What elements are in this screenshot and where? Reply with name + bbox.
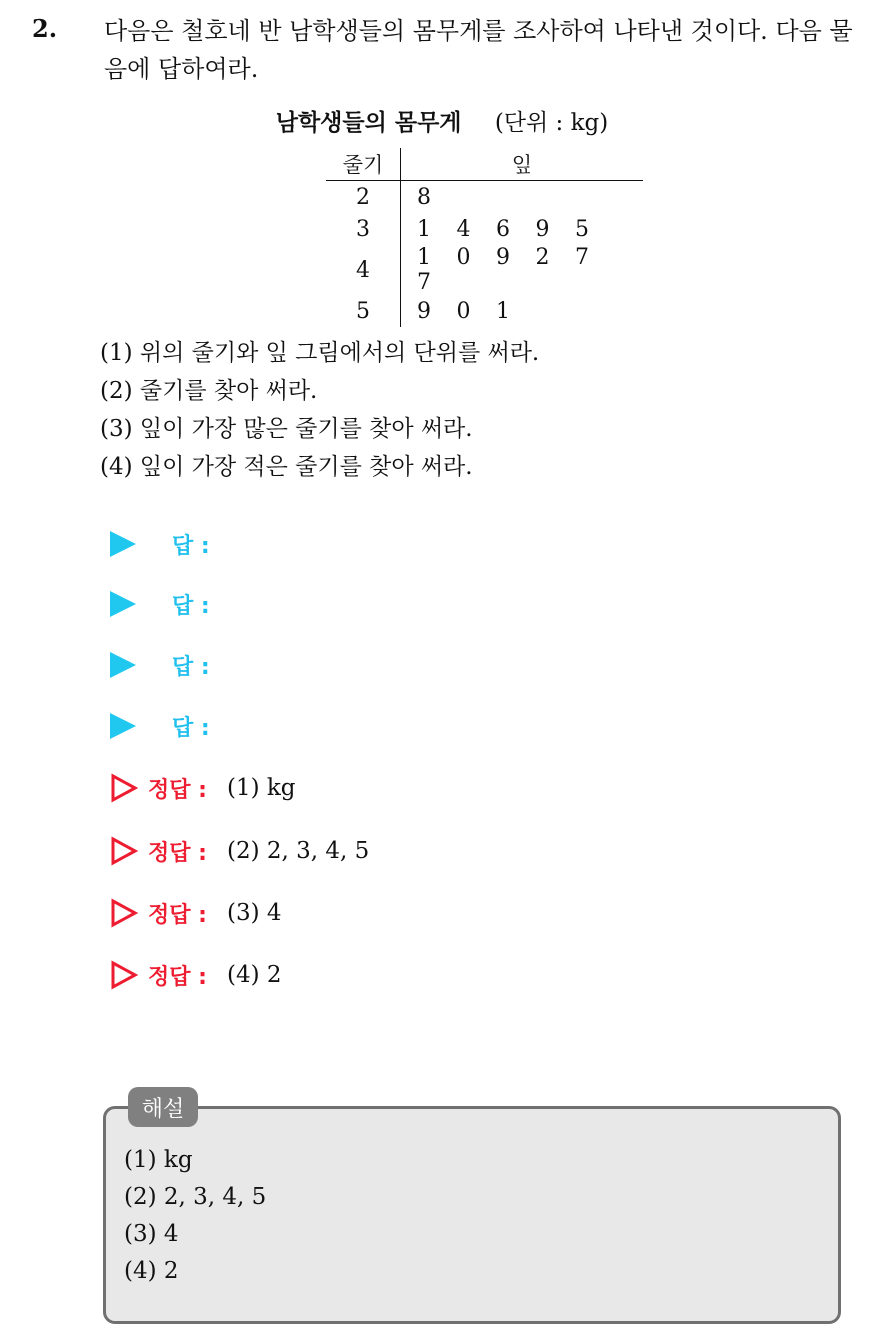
correct-value: (3) 4: [226, 900, 282, 926]
stem-cell: 4: [326, 245, 401, 295]
leaf-value: 9: [496, 245, 510, 270]
stem-header: 줄기: [326, 148, 401, 181]
stem-cell: 3: [326, 213, 401, 245]
subquestion-2: (2) 줄기를 찾아 써라.: [100, 378, 318, 404]
leaf-value: 2: [535, 245, 550, 270]
play-arrow-icon: [110, 531, 136, 557]
solution-line-4: (4) 2: [124, 1258, 179, 1284]
leaf-cell: [401, 245, 644, 295]
correct-label: 정답 :: [148, 777, 207, 803]
answer-label: 답 :: [172, 715, 210, 741]
leaf-value: 4: [456, 216, 471, 242]
leaf-value: 1: [417, 216, 431, 242]
answer-label: 답 :: [172, 593, 210, 619]
answer-label: 답 :: [172, 654, 210, 680]
table-unit: (단위 : kg): [494, 110, 609, 136]
subquestion-1: (1) 위의 줄기와 잎 그림에서의 단위를 써라.: [100, 340, 540, 366]
question-text: 다음은 철호네 반 남학생들의 몸무게를 조사하여 나타낸 것이다. 다음 물음에 답하여라.: [104, 17, 853, 83]
table-row: [326, 295, 643, 327]
answer-row-3[interactable]: [110, 645, 210, 685]
play-arrow-icon: [110, 591, 136, 617]
correct-label: 정답 :: [148, 964, 207, 990]
solution-line-3: (3) 4: [124, 1221, 179, 1247]
leaf-value: 8: [417, 184, 431, 210]
question-number: 2.: [32, 14, 58, 43]
subquestion-4: (4) 잎이 가장 적은 줄기를 찾아 써라.: [100, 454, 473, 480]
solution-line-1: (1) kg: [124, 1147, 193, 1173]
leaf-cell: [401, 295, 644, 327]
subquestion-3: (3) 잎이 가장 많은 줄기를 찾아 써라.: [100, 416, 473, 442]
leaf-value: 0: [456, 245, 471, 270]
correct-value: (2) 2, 3, 4, 5: [226, 838, 370, 864]
leaf-value: 6: [496, 216, 510, 242]
solution-line-2: (2) 2, 3, 4, 5: [124, 1184, 267, 1210]
correct-label: 정답 :: [148, 902, 207, 928]
leaf-value: 9: [535, 216, 550, 242]
answer-label: 답 :: [172, 533, 210, 559]
play-arrow-icon: [110, 713, 136, 739]
outline-triangle-icon: [110, 898, 138, 928]
table-title: 남학생들의 몸무게: [275, 109, 462, 136]
solution-tag: 해설: [128, 1087, 198, 1127]
leaf-value: 9: [417, 298, 431, 324]
correct-value: (1) kg: [226, 775, 296, 801]
outline-triangle-icon: [110, 773, 138, 803]
leaf-value: 5: [575, 216, 589, 242]
outline-triangle-icon: [110, 960, 138, 990]
correct-answer-3: [110, 893, 282, 933]
correct-answer-2: [110, 831, 369, 871]
outline-triangle-icon: [110, 836, 138, 866]
correct-value: (4) 2: [226, 962, 282, 988]
play-arrow-icon: [110, 652, 136, 678]
answer-row-1[interactable]: [110, 524, 210, 564]
stem-leaf-table: [326, 148, 643, 327]
leaf-cell: [401, 181, 644, 214]
table-caption: [0, 104, 884, 137]
table-row: [326, 213, 643, 245]
leaf-value: 1: [496, 298, 510, 324]
correct-answer-1: [110, 768, 296, 808]
stem-cell: 2: [326, 181, 401, 214]
answer-row-4[interactable]: [110, 706, 210, 746]
table-row: [326, 245, 643, 295]
table-row: [326, 181, 643, 214]
leaf-value: 7: [417, 270, 431, 295]
correct-label: 정답 :: [148, 840, 207, 866]
leaf-value: 1: [417, 245, 431, 270]
leaf-cell: [401, 213, 644, 245]
leaf-value: 0: [456, 298, 471, 324]
answer-row-2[interactable]: [110, 584, 210, 624]
leaf-header: 잎: [401, 148, 644, 181]
correct-answer-4: [110, 955, 282, 995]
leaf-value: 7: [575, 245, 589, 270]
stem-cell: 5: [326, 295, 401, 327]
